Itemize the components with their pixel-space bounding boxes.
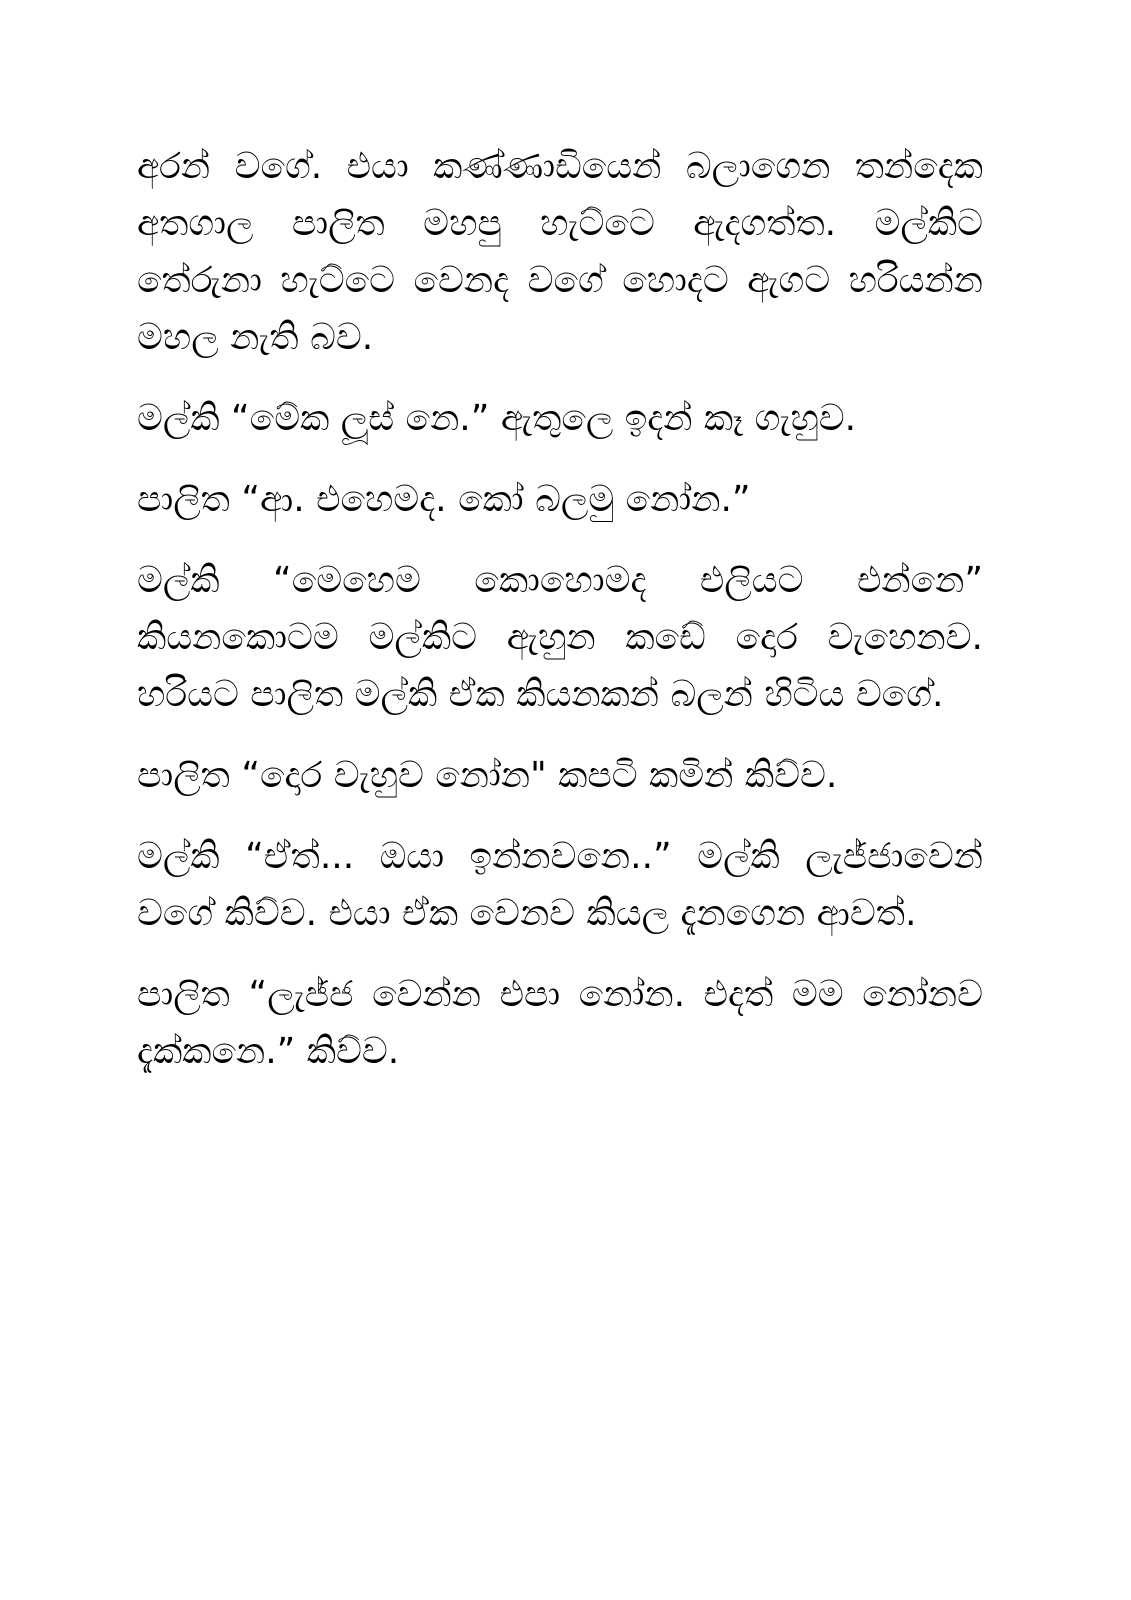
paragraph-2: මල්කි “මේක ලූස් නෙ.” ඇතුලෙ ඉදන් කෑ ගැහුව. — [137, 398, 857, 439]
paragraph-6: මල්කි “ඒත්... ඔයා ඉන්නවනෙ..” මල්කි ලැජ්ජාවෙන් වගේ කිව්ව. එයා ඒක වෙනව කියල දැනගෙන ආවත්. — [137, 836, 983, 934]
paragraph-1: අරන් වගේ. එයා කණ්ණාඩියෙන් බලාගෙන තන්දෙක අතගාල පාලිත මහපු හැට්ටෙ ඇදගත්ත. මල්කිට තේරුනා හැට්ටෙ වෙනද වගේ හොදට ඇගට හරියන්න මහල නැති බව. — [137, 146, 983, 358]
paragraph-7: පාලිත “ලැජ්ජ වෙන්න එපා නෝන. එදත් මම නෝනව දැක්කනෙ.” කිව්ව. — [137, 974, 983, 1072]
paragraph-3: පාලිත “ආ. එහෙමද. කෝ බලමු නෝන.” — [137, 479, 751, 520]
story-text — [137, 138, 983, 1104]
paragraph-4: මල්කි “මෙහෙම කොහොමද එලියට එන්නෙ” කියනකොටම මල්කිට ඇහුන කඩේ දොර වැහෙනව. හරියට පාලිත මල්කි ඒක කියනකන් බලන් හිටිය වගේ. — [137, 560, 983, 715]
paragraph-5: පාලිත “දොර වැහුව නෝන" කපටි කමින් කිව්ව. — [137, 755, 838, 796]
